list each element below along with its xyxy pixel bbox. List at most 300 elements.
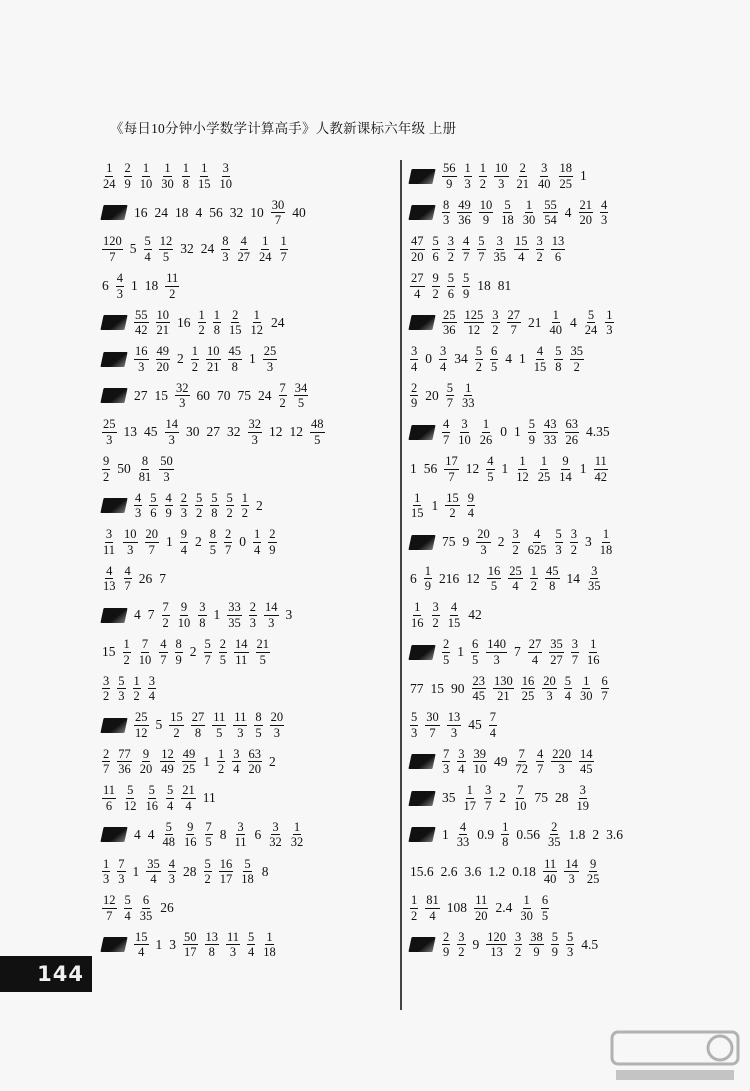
section-marker-icon — [100, 718, 127, 733]
fraction-answer: $\frac{3}{40}$ — [538, 161, 551, 191]
fraction-answer: $\frac{20}{3}$ — [543, 673, 556, 704]
fraction-answer: $\frac{3}{2}$ — [570, 527, 577, 557]
fraction-answer: $\frac{4}{33}$ — [456, 819, 470, 850]
number-answer: 28 — [555, 790, 569, 806]
section-marker-icon — [100, 205, 127, 220]
answer-row — [410, 561, 740, 598]
fraction-answer: $\frac{49}{25}$ — [182, 746, 196, 777]
fraction-answer: $\frac{50}{17}$ — [184, 929, 197, 960]
number-answer: 2 — [256, 497, 263, 513]
fraction-answer: $\frac{4}{3}$ — [168, 856, 175, 887]
number-answer: 2 — [592, 826, 600, 842]
fraction-answer: $\frac{5}{6}$ — [150, 490, 157, 521]
fraction-answer: $\frac{3}{19}$ — [576, 783, 589, 813]
fraction-answer: $\frac{1}{2}$ — [123, 637, 130, 667]
answer-row — [410, 414, 740, 451]
number-answer: 45 — [144, 424, 158, 440]
section-marker-icon — [100, 388, 127, 403]
number-answer: 30 — [186, 424, 200, 440]
fraction-answer: $\frac{30}{7}$ — [271, 197, 285, 228]
watermark-logo — [610, 1030, 740, 1085]
number-answer: 12 — [289, 424, 303, 440]
fraction-answer: $\frac{4}{7}$ — [537, 746, 544, 777]
number-answer: 40 — [292, 204, 306, 220]
fraction-answer: $\frac{2}{7}$ — [225, 527, 232, 557]
number-answer: 81 — [497, 278, 512, 294]
fraction-answer: $\frac{34}{5}$ — [294, 380, 308, 411]
answer-row — [102, 890, 402, 927]
fraction-answer: $\frac{3}{2}$ — [512, 527, 519, 557]
fraction-answer: $\frac{14}{3}$ — [265, 600, 278, 630]
fraction-answer: $\frac{11}{5}$ — [213, 710, 226, 740]
number-answer: 27 — [206, 424, 220, 440]
number-answer: 49 — [494, 753, 508, 769]
fraction-answer: $\frac{1}{15}$ — [411, 490, 424, 521]
section-marker-icon — [408, 169, 435, 184]
fraction-answer: $\frac{1}{30}$ — [161, 161, 174, 191]
number-answer: 13 — [123, 424, 137, 440]
fraction-answer: $\frac{5}{6}$ — [447, 271, 454, 301]
fraction-answer: $\frac{35}{27}$ — [550, 637, 563, 667]
number-answer: 77 — [410, 680, 424, 696]
fraction-answer: $\frac{5}{3}$ — [567, 929, 574, 960]
answer-row — [102, 597, 402, 634]
fraction-answer: $\frac{3}{4}$ — [458, 746, 465, 777]
fraction-answer: $\frac{35}{4}$ — [147, 856, 160, 887]
fraction-answer: $\frac{9}{10}$ — [177, 600, 191, 630]
fraction-answer: $\frac{12}{5}$ — [159, 234, 173, 264]
number-answer: 7 — [147, 607, 155, 623]
number-answer: 1 — [431, 497, 439, 513]
fraction-answer: $\frac{21}{4}$ — [182, 783, 195, 813]
fraction-answer: $\frac{1}{2}$ — [198, 307, 205, 338]
fraction-answer: $\frac{2}{7}$ — [103, 746, 110, 777]
fraction-answer: $\frac{5}{7}$ — [446, 380, 453, 411]
fraction-answer: $\frac{2}{9}$ — [269, 527, 276, 557]
fraction-answer: $\frac{1}{10}$ — [139, 161, 153, 191]
number-answer: 3 — [585, 534, 592, 550]
fraction-answer: $\frac{1}{30}$ — [520, 893, 533, 923]
section-marker-icon — [100, 608, 127, 623]
number-answer: 8 — [219, 826, 227, 842]
section-marker-icon — [100, 352, 127, 367]
fraction-answer: $\frac{11}{42}$ — [594, 454, 607, 484]
fraction-answer: $\frac{16}{3}$ — [135, 344, 148, 374]
answer-row — [102, 670, 402, 707]
fraction-answer: $\frac{2}{9}$ — [124, 161, 131, 191]
answer-row — [410, 451, 740, 488]
answer-row — [102, 414, 402, 451]
fraction-answer: $\frac{25}{4}$ — [509, 563, 522, 594]
number-answer: 2 — [189, 644, 197, 660]
number-answer: 4.35 — [586, 424, 610, 440]
number-answer: 18 — [477, 278, 491, 294]
fraction-answer: $\frac{4}{7}$ — [463, 234, 470, 264]
fraction-answer: $\frac{10}{9}$ — [479, 197, 493, 228]
fraction-answer: $\frac{3}{2}$ — [447, 234, 454, 264]
fraction-answer: $\frac{43}{33}$ — [544, 417, 557, 447]
fraction-answer: $\frac{4}{625}$ — [527, 527, 547, 557]
answer-row — [410, 744, 740, 781]
number-answer: 4.5 — [581, 936, 599, 952]
fraction-answer: $\frac{2}{9}$ — [411, 380, 418, 411]
fraction-answer: $\frac{4}{7}$ — [124, 563, 131, 594]
fraction-answer: $\frac{56}{9}$ — [443, 161, 456, 191]
number-answer: 1 — [155, 936, 163, 952]
answer-row — [102, 707, 402, 744]
fraction-answer: $\frac{6}{35}$ — [139, 893, 153, 923]
answer-row — [410, 634, 740, 671]
fraction-answer: $\frac{4}{27}$ — [237, 234, 250, 264]
number-answer: 6 — [410, 570, 417, 586]
fraction-answer: $\frac{5}{4}$ — [144, 234, 151, 264]
number-answer: 24 — [154, 204, 168, 220]
fraction-answer: $\frac{7}{3}$ — [443, 746, 450, 777]
answer-row — [410, 158, 740, 195]
answer-row — [102, 817, 402, 854]
answer-row — [102, 341, 402, 378]
number-answer: 32 — [227, 424, 241, 440]
number-answer: 24 — [271, 314, 285, 330]
fraction-answer: $\frac{5}{4}$ — [564, 673, 571, 704]
number-answer: 3.6 — [606, 826, 623, 842]
fraction-answer: $\frac{4}{7}$ — [160, 637, 167, 667]
fraction-answer: $\frac{81}{4}$ — [426, 893, 439, 923]
number-answer: 2 — [177, 351, 184, 367]
answer-row — [410, 670, 740, 707]
fraction-answer: $\frac{25}{36}$ — [443, 307, 456, 338]
number-answer: 1 — [132, 863, 140, 879]
answer-row — [102, 926, 402, 963]
section-marker-icon — [100, 827, 127, 842]
fraction-answer: $\frac{5}{18}$ — [501, 197, 514, 228]
fraction-answer: $\frac{3}{2}$ — [515, 929, 522, 960]
number-answer: 2.6 — [440, 863, 458, 879]
number-answer: 1 — [442, 826, 449, 842]
fraction-answer: $\frac{4}{3}$ — [135, 490, 142, 521]
fraction-answer: $\frac{1}{8}$ — [502, 819, 509, 850]
number-answer: 0 — [239, 534, 247, 550]
answer-row — [102, 451, 402, 488]
number-answer: 1 — [203, 753, 210, 769]
fraction-answer: $\frac{3}{4}$ — [233, 746, 240, 777]
number-answer: 1 — [457, 644, 464, 660]
fraction-answer: $\frac{7}{10}$ — [138, 637, 152, 667]
fraction-answer: $\frac{1}{30}$ — [580, 673, 593, 704]
number-answer: 75 — [442, 534, 456, 550]
fraction-answer: $\frac{5}{4}$ — [124, 893, 131, 923]
fraction-answer: $\frac{1}{18}$ — [599, 527, 613, 557]
fraction-answer: $\frac{12}{7}$ — [103, 893, 116, 923]
fraction-answer: $\frac{49}{36}$ — [458, 197, 471, 228]
number-answer: 15.6 — [410, 863, 434, 879]
fraction-answer: $\frac{3}{11}$ — [103, 527, 116, 557]
fraction-answer: $\frac{16}{5}$ — [487, 563, 501, 594]
number-answer: 11 — [202, 790, 216, 806]
fraction-answer: $\frac{1}{25}$ — [537, 454, 551, 484]
fraction-answer: $\frac{9}{16}$ — [184, 819, 197, 850]
number-answer: 2 — [497, 534, 505, 550]
fraction-answer: $\frac{27}{4}$ — [528, 637, 542, 667]
number-answer: 32 — [229, 204, 244, 220]
fraction-answer: $\frac{4}{5}$ — [487, 454, 494, 484]
section-marker-icon — [408, 827, 435, 842]
fraction-answer: $\frac{5}{2}$ — [226, 490, 233, 521]
fraction-answer: $\frac{3}{4}$ — [148, 673, 155, 704]
number-answer: 4 — [564, 204, 572, 220]
answer-row — [102, 634, 402, 671]
fraction-answer: $\frac{15}{4}$ — [135, 929, 148, 960]
fraction-answer: $\frac{10}{3}$ — [124, 527, 137, 557]
number-answer: 75 — [534, 790, 548, 806]
answer-row — [410, 853, 740, 890]
fraction-answer: $\frac{5}{16}$ — [145, 783, 159, 813]
number-answer: 26 — [138, 570, 153, 586]
fraction-answer: $\frac{3}{2}$ — [536, 234, 543, 264]
fraction-answer: $\frac{1}{26}$ — [479, 417, 493, 447]
fraction-answer: $\frac{5}{2}$ — [196, 490, 203, 521]
section-marker-icon — [408, 791, 435, 806]
fraction-answer: $\frac{1}{2}$ — [191, 344, 198, 374]
number-answer: 1 — [213, 607, 221, 623]
number-answer: 1 — [166, 534, 173, 550]
number-answer: 2 — [195, 534, 202, 550]
answer-row — [410, 890, 740, 927]
fraction-answer: $\frac{8}{3}$ — [222, 234, 229, 264]
fraction-answer: $\frac{3}{2}$ — [103, 673, 110, 704]
fraction-answer: $\frac{3}{32}$ — [269, 819, 282, 850]
answer-row — [410, 487, 740, 524]
fraction-answer: $\frac{9}{4}$ — [467, 490, 474, 521]
fraction-answer: $\frac{1}{2}$ — [218, 746, 225, 777]
fraction-answer: $\frac{4}{7}$ — [443, 417, 450, 447]
number-answer: 70 — [217, 387, 231, 403]
fraction-answer: $\frac{11}{20}$ — [475, 893, 488, 923]
fraction-answer: $\frac{14}{3}$ — [565, 856, 578, 887]
number-answer: 9 — [462, 534, 470, 550]
fraction-answer: $\frac{3}{4}$ — [411, 344, 418, 374]
number-answer: 1 — [579, 461, 587, 477]
fraction-answer: $\frac{9}{20}$ — [139, 746, 153, 777]
page-header: 《每日10分钟小学数学计算高手》人教新课标六年级 上册 — [110, 121, 457, 136]
fraction-answer: $\frac{49}{20}$ — [156, 344, 169, 374]
fraction-answer: $\frac{5}{48}$ — [162, 819, 175, 850]
number-answer: 4 — [147, 826, 155, 842]
number-answer: 5 — [129, 241, 137, 257]
fraction-answer: $\frac{7}{3}$ — [118, 856, 125, 887]
answer-row — [102, 780, 402, 817]
fraction-answer: $\frac{5}{3}$ — [118, 673, 125, 704]
number-answer: 0.9 — [477, 826, 495, 842]
number-answer: 1.8 — [568, 826, 586, 842]
fraction-answer: $\frac{5}{3}$ — [555, 527, 562, 557]
section-marker-icon — [408, 937, 435, 952]
fraction-answer: $\frac{14}{3}$ — [165, 417, 178, 447]
answer-row — [102, 853, 402, 890]
fraction-answer: $\frac{6}{5}$ — [472, 637, 479, 667]
fraction-answer: $\frac{3}{7}$ — [571, 637, 578, 667]
fraction-answer: $\frac{5}{9}$ — [551, 929, 558, 960]
fraction-answer: $\frac{15}{4}$ — [515, 234, 528, 264]
answer-row — [102, 487, 402, 524]
number-answer: 1 — [580, 168, 587, 184]
fraction-answer: $\frac{20}{7}$ — [145, 527, 159, 557]
fraction-answer: $\frac{8}{81}$ — [138, 454, 152, 484]
fraction-answer: $\frac{4}{15}$ — [447, 600, 461, 630]
section-marker-icon — [100, 315, 127, 330]
right-answer-column — [410, 158, 740, 963]
number-answer: 1 — [249, 351, 256, 367]
fraction-answer: $\frac{13}{6}$ — [551, 234, 565, 264]
fraction-answer: $\frac{18}{25}$ — [559, 161, 572, 191]
fraction-answer: $\frac{12}{49}$ — [161, 746, 174, 777]
fraction-answer: $\frac{5}{3}$ — [411, 710, 418, 740]
fraction-answer: $\frac{2}{21}$ — [516, 161, 529, 191]
number-answer: 4 — [570, 314, 577, 330]
fraction-answer: $\frac{1}{2}$ — [241, 490, 248, 521]
fraction-answer: $\frac{1}{12}$ — [250, 307, 263, 338]
number-answer: 6 — [254, 826, 262, 842]
fraction-answer: $\frac{130}{21}$ — [494, 673, 513, 704]
fraction-answer: $\frac{8}{9}$ — [175, 637, 182, 667]
fraction-answer: $\frac{1}{2}$ — [411, 893, 418, 923]
fraction-answer: $\frac{1}{8}$ — [213, 307, 220, 338]
fraction-answer: $\frac{1}{24}$ — [103, 161, 116, 191]
answer-row — [410, 195, 740, 232]
fraction-answer: $\frac{7}{2}$ — [279, 380, 286, 411]
page-number: 144 — [0, 956, 92, 992]
number-answer: 7 — [514, 644, 521, 660]
number-answer: 56 — [423, 461, 438, 477]
fraction-answer: $\frac{125}{12}$ — [464, 307, 484, 338]
fraction-answer: $\frac{1}{4}$ — [254, 527, 261, 557]
number-answer: 1.2 — [488, 863, 506, 879]
fraction-answer: $\frac{5}{12}$ — [124, 783, 137, 813]
fraction-answer: $\frac{140}{3}$ — [487, 637, 506, 667]
fraction-answer: $\frac{47}{20}$ — [411, 234, 424, 264]
fraction-answer: $\frac{8}{5}$ — [255, 710, 262, 740]
fraction-answer: $\frac{45}{8}$ — [546, 563, 559, 594]
number-answer: 1 — [519, 351, 526, 367]
fraction-answer: $\frac{5}{9}$ — [528, 417, 535, 447]
answer-row — [410, 268, 740, 305]
fraction-answer: $\frac{14}{45}$ — [580, 746, 593, 777]
fraction-answer: $\frac{9}{14}$ — [559, 454, 572, 484]
number-answer: 108 — [446, 900, 467, 916]
fraction-answer: $\frac{1}{16}$ — [411, 600, 424, 630]
fraction-answer: $\frac{27}{8}$ — [191, 710, 205, 740]
section-marker-icon — [408, 315, 435, 330]
fraction-answer: $\frac{4}{13}$ — [103, 563, 116, 594]
number-answer: 8 — [261, 863, 269, 879]
fraction-answer: $\frac{3}{7}$ — [485, 783, 492, 813]
fraction-answer: $\frac{9}{2}$ — [432, 271, 439, 301]
fraction-answer: $\frac{32}{3}$ — [248, 417, 261, 447]
number-answer: 12 — [466, 570, 480, 586]
answer-row — [102, 378, 402, 415]
fraction-answer: $\frac{15}{2}$ — [446, 490, 459, 521]
fraction-answer: $\frac{3}{8}$ — [199, 600, 206, 630]
number-answer: 32 — [180, 241, 194, 257]
fraction-answer: $\frac{1}{18}$ — [263, 929, 276, 960]
fraction-answer: $\frac{1}{16}$ — [587, 637, 600, 667]
number-answer: 9 — [472, 936, 480, 952]
answer-row — [410, 524, 740, 561]
fraction-answer: $\frac{1}{32}$ — [290, 819, 304, 850]
section-marker-icon — [408, 205, 435, 220]
fraction-answer: $\frac{8}{3}$ — [443, 197, 450, 228]
fraction-answer: $\frac{3}{11}$ — [234, 819, 247, 850]
fraction-answer: $\frac{120}{7}$ — [103, 234, 122, 264]
fraction-answer: $\frac{2}{35}$ — [548, 819, 561, 850]
number-answer: 2 — [269, 753, 276, 769]
fraction-answer: $\frac{5}{2}$ — [475, 344, 482, 374]
fraction-answer: $\frac{21}{5}$ — [256, 637, 269, 667]
fraction-answer: $\frac{1}{30}$ — [522, 197, 536, 228]
number-answer: 4 — [195, 204, 203, 220]
fraction-answer: $\frac{5}{4}$ — [167, 783, 174, 813]
fraction-answer: $\frac{4}{9}$ — [165, 490, 172, 521]
number-answer: 4 — [134, 826, 141, 842]
fraction-answer: $\frac{63}{20}$ — [248, 746, 261, 777]
number-answer: 75 — [237, 387, 251, 403]
fraction-answer: $\frac{45}{8}$ — [228, 344, 241, 374]
column-divider — [400, 160, 402, 1010]
fraction-answer: $\frac{27}{7}$ — [507, 307, 520, 338]
number-answer: 1 — [501, 461, 509, 477]
fraction-answer: $\frac{1}{2}$ — [479, 161, 486, 191]
fraction-answer: $\frac{3}{4}$ — [440, 344, 447, 374]
fraction-answer: $\frac{10}{3}$ — [495, 161, 508, 191]
fraction-answer: $\frac{9}{4}$ — [180, 527, 188, 557]
fraction-answer: $\frac{1}{7}$ — [280, 234, 287, 264]
number-answer: 60 — [196, 387, 210, 403]
fraction-answer: $\frac{30}{7}$ — [426, 710, 439, 740]
fraction-answer: $\frac{4}{15}$ — [533, 344, 547, 374]
number-answer: 16 — [134, 204, 148, 220]
answer-row — [410, 231, 740, 268]
fraction-answer: $\frac{55}{54}$ — [544, 197, 557, 228]
number-answer: 26 — [160, 900, 174, 916]
number-answer: 12 — [465, 461, 480, 477]
number-answer: 216 — [439, 570, 460, 586]
number-answer: 6 — [102, 278, 109, 294]
fraction-answer: $\frac{1}{40}$ — [549, 307, 562, 338]
fraction-answer: $\frac{11}{3}$ — [234, 710, 247, 740]
fraction-answer: $\frac{3}{35}$ — [588, 563, 601, 594]
fraction-answer: $\frac{55}{42}$ — [135, 307, 148, 338]
fraction-answer: $\frac{2}{15}$ — [229, 307, 242, 338]
fraction-answer: $\frac{13}{3}$ — [447, 710, 461, 740]
fraction-answer: $\frac{3}{10}$ — [219, 161, 232, 191]
fraction-answer: $\frac{1}{2}$ — [530, 563, 537, 594]
fraction-answer: $\frac{25}{3}$ — [263, 344, 277, 374]
fraction-answer: $\frac{6}{5}$ — [541, 893, 549, 923]
fraction-answer: $\frac{16}{25}$ — [521, 673, 535, 704]
fraction-answer: $\frac{20}{3}$ — [477, 527, 490, 557]
fraction-answer: $\frac{8}{5}$ — [209, 527, 217, 557]
answer-row — [410, 304, 740, 341]
number-answer: 1 — [131, 278, 138, 294]
fraction-answer: $\frac{9}{25}$ — [586, 856, 600, 887]
number-answer: 0.18 — [512, 863, 536, 879]
fraction-answer: $\frac{1}{15}$ — [198, 161, 211, 191]
fraction-answer: $\frac{32}{3}$ — [176, 380, 189, 411]
fraction-answer: $\frac{3}{2}$ — [492, 307, 499, 338]
fraction-answer: $\frac{3}{10}$ — [458, 417, 471, 447]
answer-row — [102, 524, 402, 561]
fraction-answer: $\frac{1}{3}$ — [103, 856, 110, 887]
